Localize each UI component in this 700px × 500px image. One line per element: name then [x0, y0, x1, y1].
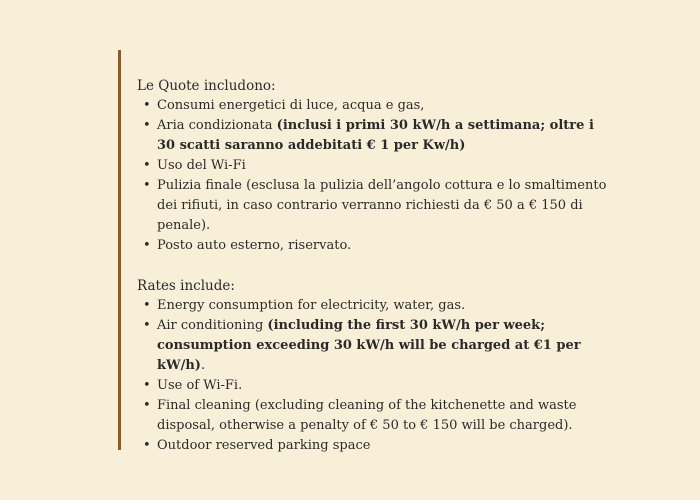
bullet-icon: • [143, 378, 151, 393]
italian-list [137, 96, 607, 256]
list-item: • Use of Wi-Fi. [137, 376, 607, 396]
list-item: • Consumi energetici di luce, acqua e gas, [137, 96, 607, 116]
list-item: • Posto auto esterno, riservato. [137, 236, 607, 256]
list-item: • Final cleaning (excluding cleaning of the kitchenette and waste disposal, otherwise a penalty of € 50 to € 150 will be charged). [143, 398, 577, 433]
bullet-icon: • [143, 158, 151, 173]
bullet-icon: • [143, 238, 151, 253]
english-section [137, 276, 607, 456]
italian-section [137, 76, 607, 256]
bullet-icon: • [143, 98, 151, 113]
list-item: • Aria condizionata (inclusi i primi 30 kW/h a settimana; oltre i 30 scatti saranno addebitati € 1 per Kw/h) [143, 118, 594, 153]
list-item: • Energy consumption for electricity, water, gas. [137, 296, 607, 316]
rates-content [137, 76, 607, 456]
list-item: • Uso del Wi-Fi [137, 156, 607, 176]
bullet-icon: • [143, 178, 151, 193]
italian-heading: Le Quote includono: [137, 78, 276, 94]
bullet-icon: • [143, 298, 151, 313]
bullet-icon: • [143, 118, 151, 133]
english-heading: Rates include: [137, 278, 235, 294]
bullet-icon: • [143, 398, 151, 413]
list-item: • Outdoor reserved parking space [137, 436, 607, 456]
bullet-icon: • [143, 438, 151, 453]
list-item: • Air conditioning (including the first 30 kW/h per week; consumption exceeding 30 kW/h will be charged at €1 per kW/h). [143, 318, 581, 373]
bullet-icon: • [143, 318, 151, 333]
english-list [137, 296, 607, 456]
list-item: • Pulizia finale (esclusa la pulizia dell’angolo cottura e lo smaltimento dei rifiuti, in caso contrario verranno richiesti da € 50 a € 150 di penale). [143, 178, 607, 233]
vertical-accent-rule [118, 50, 121, 450]
